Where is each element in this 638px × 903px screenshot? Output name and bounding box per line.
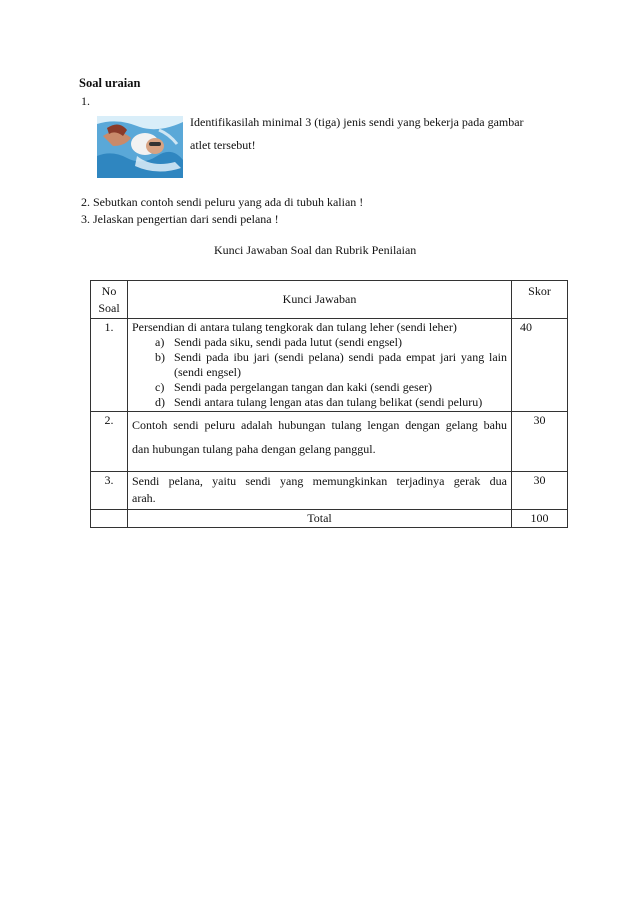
swimmer-athlete-image (97, 116, 183, 178)
row-2-text-line-1: Contoh sendi peluru adalah hubungan tulang lengan dengan gelang bahu (132, 418, 507, 432)
total-empty-cell (91, 510, 128, 528)
row-2-no: 2. (91, 412, 128, 472)
row-3-no: 3. (91, 472, 128, 510)
table-header-row (91, 281, 568, 319)
list-marker: d) (155, 395, 165, 409)
row-1-intro: Persendian di antara tulang tengkorak dan tulang leher (sendi leher) (132, 320, 457, 334)
row-1-no: 1. (91, 319, 128, 412)
rubric-title: Kunci Jawaban Soal dan Rubrik Penilaian (214, 243, 417, 257)
header-score (512, 281, 568, 319)
list-item (132, 335, 507, 350)
header-no-soal (91, 281, 128, 319)
row-1-answer (128, 319, 512, 412)
list-item-text: Sendi pada pergelangan tangan dan kaki (sendi geser) (174, 380, 433, 394)
row-3-score: 30 (512, 472, 568, 510)
question-3: 3. Jelaskan pengertian dari sendi pelana ! (81, 212, 279, 226)
header-no: No (101, 284, 117, 298)
list-marker: c) (155, 380, 165, 394)
row-2-text-line-2: dan hubungan tulang paha dengan gelang panggul. (132, 442, 376, 456)
question-1-text-line-1: Identifikasilah minimal 3 (tiga) jenis sendi yang bekerja pada gambar (190, 115, 524, 129)
header-answer (128, 281, 512, 319)
row-3-text-line-2: arah. (132, 491, 156, 505)
list-item (132, 380, 507, 395)
row-3-text-line-1: Sendi pelana, yaitu sendi yang memungkinkan terjadinya gerak dua (132, 474, 507, 488)
row-1-sub-list (132, 335, 507, 410)
table-row (91, 412, 568, 472)
header-answer-label: Kunci Jawaban (282, 292, 357, 306)
list-item (132, 395, 507, 410)
question-1-text-line-2: atlet tersebut! (190, 138, 256, 152)
list-item-text-cont: (sendi engsel) (174, 365, 241, 379)
list-marker: a) (155, 335, 165, 349)
table-total-row (91, 510, 568, 528)
list-item-text: Sendi pada ibu jari (sendi pelana) sendi pada empat jari yang lain (174, 350, 507, 364)
question-1-number: 1. (81, 94, 90, 108)
list-marker: b) (155, 350, 165, 364)
total-label: Total (128, 510, 512, 528)
list-item (132, 350, 507, 380)
total-score: 100 (512, 510, 568, 528)
row-3-answer (128, 472, 512, 510)
row-1-score: 40 (512, 319, 568, 412)
list-item-text: Sendi pada siku, sendi pada lutut (sendi engsel) (174, 335, 402, 349)
table-row (91, 472, 568, 510)
rubric-table (90, 280, 568, 528)
section-heading: Soal uraian (79, 76, 141, 90)
question-2: 2. Sebutkan contoh sendi peluru yang ada di tubuh kalian ! (81, 195, 364, 209)
row-2-score: 30 (512, 412, 568, 472)
list-item-text: Sendi antara tulang lengan atas dan tulang belikat (sendi peluru) (174, 395, 483, 409)
swimmer-illustration (97, 116, 183, 178)
header-soal: Soal (98, 301, 120, 315)
header-score-label: Skor (528, 284, 551, 298)
row-2-answer (128, 412, 512, 472)
table-row (91, 319, 568, 412)
